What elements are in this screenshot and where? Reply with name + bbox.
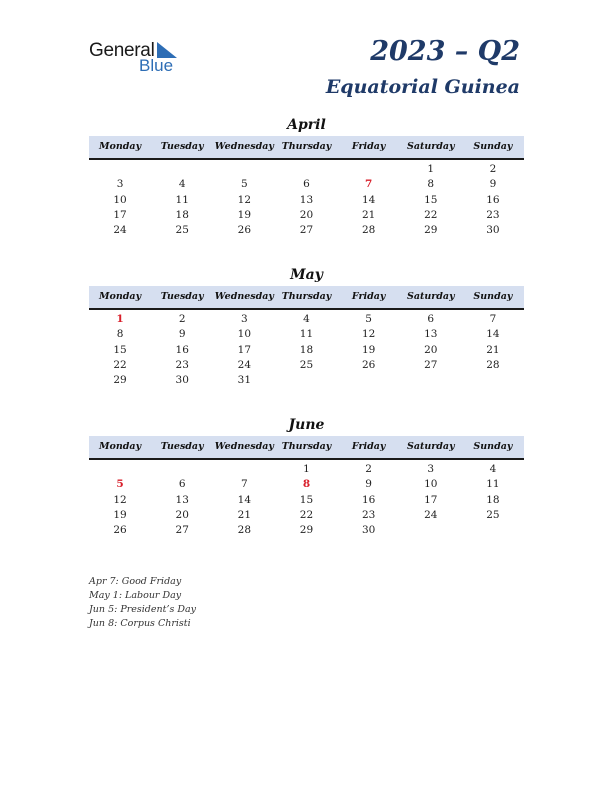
day-cell: 6 (303, 178, 310, 191)
day-cell: 22 (113, 358, 127, 371)
day-cell: 24 (237, 358, 252, 371)
logo-word-blue: Blue (139, 56, 174, 75)
weekday-label: Wednesday (214, 141, 274, 152)
holiday-day-cell: 5 (116, 478, 124, 491)
day-cell: 7 (241, 478, 248, 491)
day-cell: 30 (486, 224, 500, 237)
empty-day-cell (275, 162, 337, 177)
day-cell: 15 (299, 493, 314, 506)
weekday-header (89, 136, 524, 160)
empty-day-cell (89, 162, 151, 177)
day-cell: 27 (299, 224, 314, 237)
day-cell: 13 (175, 493, 189, 506)
month-name: April (287, 117, 326, 133)
day-cell: 5 (365, 313, 372, 325)
day-cell: 8 (116, 328, 124, 341)
day-cell: 7 (489, 313, 497, 325)
day-cell: 5 (241, 178, 248, 191)
weekday-label: Wednesday (214, 291, 274, 302)
weekday-label: Monday (99, 141, 142, 152)
day-cell: 4 (489, 463, 497, 475)
day-cell: 8 (427, 178, 435, 191)
weekday-label: Tuesday (160, 291, 204, 302)
day-cell: 23 (361, 508, 376, 521)
day-cell: 18 (175, 208, 189, 221)
day-cell: 11 (486, 478, 500, 491)
day-cell: 28 (237, 524, 252, 537)
day-cell: 20 (299, 208, 314, 221)
weekday-label: Saturday (406, 441, 455, 452)
weekday-header (89, 436, 524, 460)
day-cell: 11 (175, 193, 189, 206)
day-cell: 4 (178, 178, 186, 191)
weekday-label: Sunday (473, 441, 513, 452)
day-cell: 17 (237, 343, 252, 356)
day-cell: 4 (303, 313, 310, 325)
day-cell: 1 (303, 463, 310, 475)
holiday-notes (89, 575, 196, 631)
weekday-label: Saturday (406, 141, 455, 152)
day-cell: 19 (237, 208, 252, 221)
day-cell: 3 (241, 313, 248, 325)
day-cell: 3 (116, 178, 124, 191)
day-cell: 27 (175, 524, 189, 537)
day-cell: 12 (113, 493, 127, 506)
day-cell: 11 (299, 328, 314, 341)
empty-day-cell (400, 373, 462, 388)
day-cell: 22 (424, 208, 438, 221)
weekday-label: Wednesday (214, 441, 274, 452)
day-cell: 9 (365, 478, 372, 491)
day-cell: 26 (113, 524, 127, 537)
empty-day-cell (400, 523, 462, 538)
empty-day-cell (89, 462, 151, 477)
day-grid (89, 312, 524, 388)
day-cell: 20 (175, 508, 189, 521)
day-cell: 14 (237, 493, 252, 506)
day-cell: 22 (299, 508, 314, 521)
day-cell: 31 (237, 374, 252, 387)
day-cell: 24 (113, 224, 127, 237)
weekday-label: Tuesday (160, 141, 204, 152)
weekday-label: Thursday (281, 291, 332, 302)
empty-day-cell (338, 373, 400, 388)
day-cell: 26 (361, 358, 376, 371)
day-cell: 13 (299, 193, 314, 206)
weekday-label: Tuesday (160, 441, 204, 452)
weekday-label: Sunday (473, 141, 513, 152)
weekday-label: Monday (99, 441, 142, 452)
day-grid (89, 162, 524, 238)
month-name: June (288, 417, 325, 433)
weekday-header (89, 286, 524, 310)
day-cell: 15 (424, 193, 438, 206)
holiday-note: Apr 7: Good Friday (89, 576, 182, 587)
day-cell: 6 (178, 478, 186, 491)
holiday-note: Jun 5: President’s Day (89, 604, 197, 615)
day-cell: 28 (361, 224, 376, 237)
day-cell: 9 (178, 328, 186, 341)
day-cell: 23 (486, 208, 500, 221)
day-cell: 3 (427, 463, 435, 475)
holiday-note: Jun 8: Corpus Christi (89, 618, 191, 629)
day-cell: 21 (361, 208, 376, 221)
holiday-day-cell: 8 (302, 478, 311, 491)
day-cell: 17 (113, 208, 127, 221)
day-cell: 1 (427, 163, 435, 175)
page-title: 2023 – Q2 (370, 36, 520, 67)
day-cell: 21 (237, 508, 252, 521)
weekday-label: Friday (351, 441, 386, 452)
day-cell: 25 (486, 508, 500, 521)
day-cell: 12 (361, 328, 376, 341)
day-cell: 26 (237, 224, 252, 237)
weekday-label: Thursday (281, 441, 332, 452)
day-cell: 19 (361, 343, 376, 356)
empty-day-cell (462, 523, 524, 538)
weekday-label: Sunday (473, 291, 513, 302)
day-cell: 17 (424, 493, 438, 506)
empty-day-cell (213, 162, 275, 177)
day-cell: 18 (299, 343, 314, 356)
weekday-label: Friday (351, 291, 386, 302)
empty-day-cell (275, 373, 337, 388)
empty-day-cell (151, 162, 213, 177)
day-cell: 12 (237, 193, 252, 206)
day-cell: 2 (365, 463, 372, 475)
day-grid (89, 462, 524, 538)
logo-word-general: General (89, 40, 155, 61)
day-cell: 23 (175, 358, 189, 371)
day-cell: 10 (424, 478, 438, 491)
month-block-may (89, 266, 524, 388)
empty-day-cell (213, 462, 275, 477)
day-cell: 25 (299, 358, 314, 371)
day-cell: 29 (424, 224, 438, 237)
day-cell: 16 (175, 343, 189, 356)
month-name: May (290, 267, 323, 283)
day-cell: 2 (489, 163, 497, 175)
day-cell: 9 (489, 178, 497, 191)
page-subtitle: Equatorial Guinea (325, 76, 520, 98)
weekday-label: Saturday (406, 291, 455, 302)
day-cell: 21 (486, 343, 500, 356)
day-cell: 2 (178, 313, 186, 325)
day-cell: 18 (486, 493, 500, 506)
day-cell: 14 (361, 193, 376, 206)
holiday-day-cell: 7 (364, 178, 373, 191)
weekday-label: Monday (99, 291, 142, 302)
day-cell: 6 (427, 313, 435, 325)
month-block-june (89, 416, 524, 538)
day-cell: 10 (237, 328, 252, 341)
day-cell: 16 (361, 493, 376, 506)
day-cell: 29 (299, 524, 314, 537)
weekday-label: Friday (351, 141, 386, 152)
empty-day-cell (338, 162, 400, 177)
empty-day-cell (151, 462, 213, 477)
day-cell: 10 (113, 193, 127, 206)
brand-logo (89, 40, 189, 78)
day-cell: 19 (113, 508, 127, 521)
day-cell: 14 (486, 328, 500, 341)
holiday-note: May 1: Labour Day (89, 590, 182, 601)
day-cell: 28 (486, 358, 500, 371)
day-cell: 20 (424, 343, 438, 356)
day-cell: 13 (424, 328, 438, 341)
day-cell: 24 (424, 508, 438, 521)
weekday-label: Thursday (281, 141, 332, 152)
day-cell: 30 (361, 524, 376, 537)
day-cell: 16 (486, 193, 500, 206)
empty-day-cell (462, 373, 524, 388)
holiday-day-cell: 1 (116, 313, 124, 325)
month-block-april (89, 116, 524, 238)
day-cell: 30 (175, 374, 189, 387)
day-cell: 25 (175, 224, 189, 237)
day-cell: 29 (113, 374, 127, 387)
day-cell: 27 (424, 358, 438, 371)
day-cell: 15 (113, 343, 127, 356)
